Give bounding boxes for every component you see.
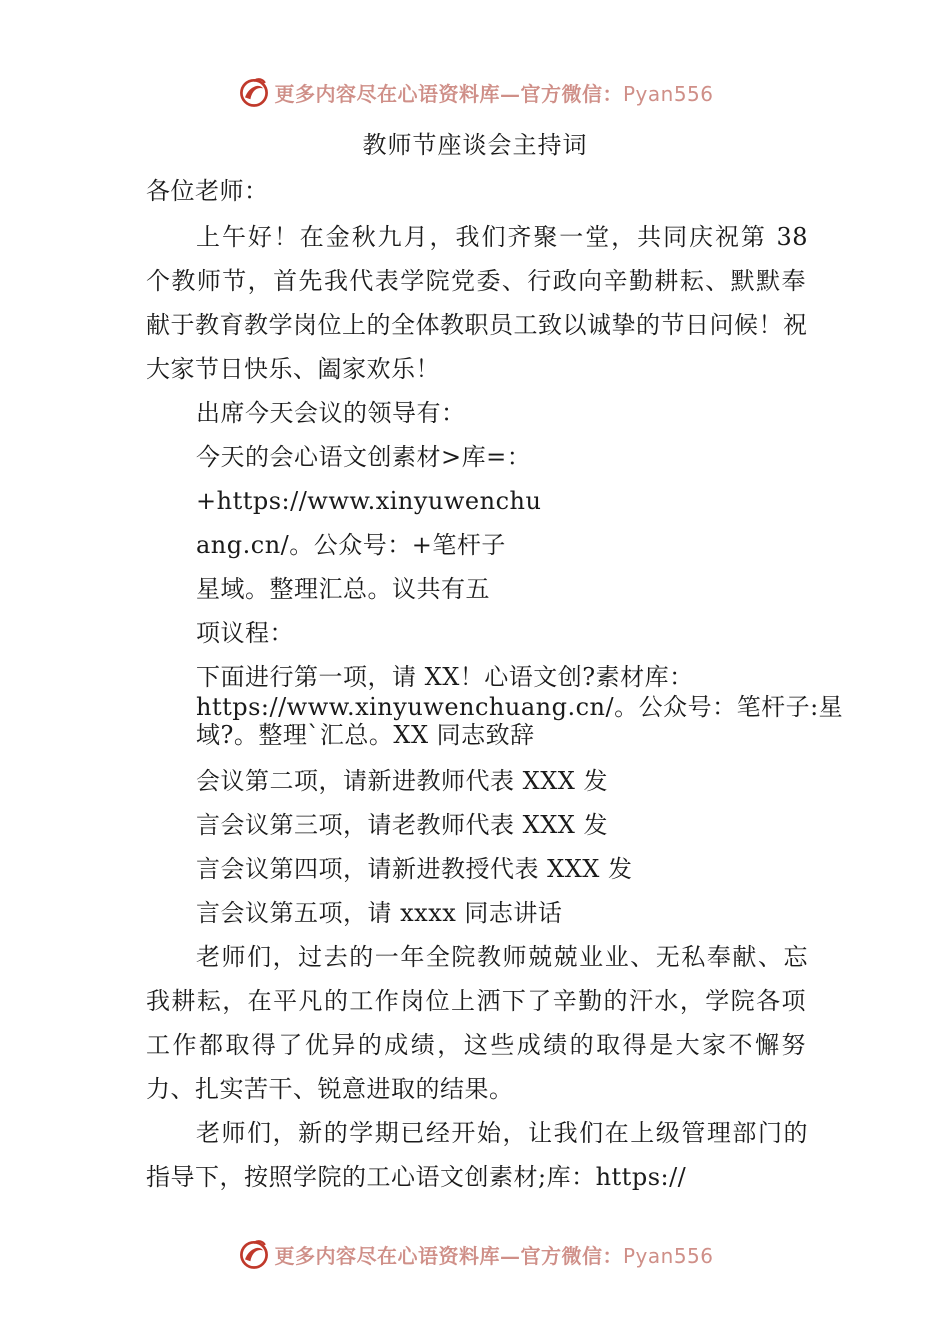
banner-text: 更多内容尽在心语资料库—官方微信：Pyan556: [274, 81, 714, 106]
red-swirl-logo-icon: [236, 74, 272, 110]
paragraph-line: 工作都取得了优异的成绩，这些成绩的取得是大家不懈努: [146, 1031, 806, 1059]
paragraph-line: https://www.xinyuwenchuang.cn/。公众号：笔杆子:星: [196, 693, 844, 721]
header-banner: [0, 72, 950, 112]
paragraph-line: 星域。整理汇总。议共有五: [196, 575, 490, 603]
paragraph-line: 域?。整理`汇总。XX 同志致辞: [196, 721, 535, 749]
paragraph-line: 言会议第五项，请 xxxx 同志讲话: [196, 899, 563, 927]
paragraph-line: 下面进行第一项，请 XX！心语文创?素材库：: [196, 663, 694, 691]
paragraph-line: 献于教育教学岗位上的全体教职员工致以诚挚的节日问候！祝: [146, 311, 808, 339]
banner-wechat-id: Pyan556: [622, 1243, 714, 1268]
document-title: 教师节座谈会主持词: [362, 131, 588, 159]
paragraph-line: 言会议第三项，请老教师代表 XXX 发: [196, 811, 609, 839]
paragraph-line: 我耕耘，在平凡的工作岗位上洒下了辛勤的汗水，学院各项: [146, 987, 806, 1015]
paragraph-line: 大家节日快乐、阖家欢乐！: [146, 355, 440, 383]
paragraph-line: 会议第二项，请新进教师代表 XXX 发: [196, 767, 609, 795]
salutation: 各位老师：: [146, 177, 269, 205]
paragraph-line: 上午好！在金秋九月，我们齐聚一堂，共同庆祝第 38: [196, 223, 808, 251]
paragraph-line: ang.cn/。公众号：+笔杆子: [196, 531, 506, 559]
paragraph-line: 项议程：: [196, 619, 294, 647]
paragraph-line: 个教师节，首先我代表学院党委、行政向辛勤耕耘、默默奉: [146, 267, 806, 295]
banner-wechat-id: Pyan556: [622, 81, 714, 106]
paragraph-line: 指导下，按照学院的工心语文创素材;库：https://: [146, 1163, 687, 1191]
footer-banner: [0, 1234, 950, 1274]
paragraph-line: 力、扎实苦干、锐意进取的结果。: [146, 1075, 514, 1103]
banner-text: 更多内容尽在心语资料库—官方微信：Pyan556: [274, 1243, 714, 1268]
paragraph-line: +https://www.xinyuwenchu: [196, 487, 542, 515]
red-swirl-logo-icon: [236, 1236, 272, 1272]
paragraph-line: 今天的会心语文创素材>库=：: [196, 443, 532, 471]
paragraph-line: 出席今天会议的领导有：: [196, 399, 466, 427]
paragraph-line: 老师们，过去的一年全院教师兢兢业业、无私奉献、忘: [196, 943, 808, 971]
paragraph-line: 老师们，新的学期已经开始，让我们在上级管理部门的: [196, 1119, 808, 1147]
paragraph-line: 言会议第四项，请新进教授代表 XXX 发: [196, 855, 633, 883]
